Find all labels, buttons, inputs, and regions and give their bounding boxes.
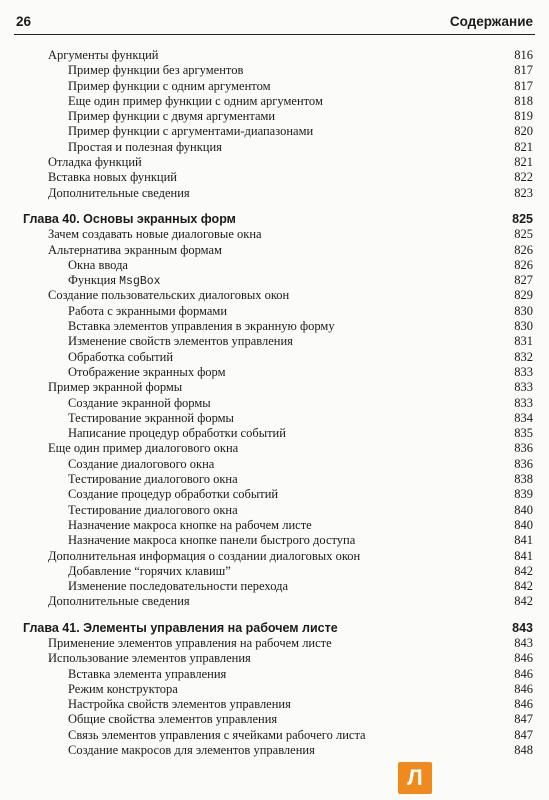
- toc-entry-text: Простая и полезная функция: [68, 139, 222, 154]
- toc-entry-text: Окна ввода: [68, 257, 128, 272]
- toc-subsection: [0, 487, 549, 502]
- toc-section: [0, 155, 549, 170]
- toc-section: [0, 170, 549, 185]
- toc-page-number: 842: [514, 563, 533, 578]
- toc-page-number: 827: [514, 273, 533, 288]
- toc-entry-title: [48, 594, 190, 609]
- toc-subsection: [0, 533, 549, 548]
- toc-entry-text: Написание процедур обработки событий: [68, 426, 286, 441]
- toc-subsection: [0, 411, 549, 426]
- toc-page-number: 817: [514, 63, 533, 78]
- toc-section: [0, 380, 549, 395]
- toc-entry-text: Работа с экранными формами: [68, 303, 228, 318]
- toc-entry-text: Аргументы функций: [48, 48, 159, 62]
- toc-subsection: [0, 667, 549, 682]
- toc-subsection: [0, 472, 549, 487]
- toc-entry-text: Зачем создавать новые диалоговые окна: [48, 227, 262, 242]
- toc-page-number: 829: [514, 288, 533, 303]
- toc-page-number: 843: [512, 620, 533, 635]
- toc-subsection: [0, 319, 549, 334]
- toc-entry-title: [68, 487, 278, 502]
- toc-entry-title: [68, 564, 231, 579]
- toc-entry-title: [68, 728, 366, 743]
- toc-entry-title: [68, 743, 315, 758]
- toc-entry-text: Изменение последовательности перехода: [68, 579, 288, 594]
- toc-entry-text: Настройка свойств элементов управления: [68, 697, 291, 712]
- toc-entry-title: [68, 258, 128, 273]
- toc-entry-text: Дополнительные сведения: [48, 594, 190, 609]
- toc-entry-title: [68, 319, 335, 334]
- page-number: 26: [16, 14, 32, 29]
- toc-entry-text: Отладка функций: [48, 155, 142, 170]
- toc-entry-title: [48, 549, 360, 564]
- toc-entry-title: [23, 621, 338, 636]
- toc-subsection: [0, 365, 549, 380]
- toc-entry-text: Пример функции без аргументов: [68, 63, 244, 78]
- toc-entry-title: [68, 457, 214, 472]
- toc-entry-title: [68, 426, 286, 441]
- toc-subsection: [0, 728, 549, 743]
- toc-entry-text: Тестирование диалогового окна: [68, 502, 238, 517]
- toc-page-number: 833: [514, 364, 533, 379]
- toc-subsection: [0, 426, 549, 441]
- toc-entry-title: [68, 304, 227, 319]
- toc-entry-title: [48, 155, 142, 170]
- toc-entry-text: Вставка элементов управления в экранную форму: [68, 319, 335, 334]
- chapter-gap: [0, 610, 549, 621]
- toc-subsection: [0, 109, 549, 124]
- toc-page-number: 836: [514, 456, 533, 471]
- toc-entry-text: Создание пользовательских диалоговых окон: [48, 288, 290, 303]
- toc-page-number: 838: [514, 472, 533, 487]
- toc-entry-text: Тестирование экранной формы: [68, 410, 234, 425]
- toc-page-number: 830: [514, 319, 533, 334]
- toc-entry-text: Использование элементов управления: [48, 651, 251, 666]
- toc-entry-title: [68, 273, 161, 289]
- toc-page-number: 820: [514, 124, 533, 139]
- toc-page-number: 825: [514, 227, 533, 242]
- toc-entry-title: [68, 697, 291, 712]
- toc-entry-text: Дополнительная информация о создании диалоговых окон: [48, 548, 361, 563]
- toc-page-number: 834: [514, 410, 533, 425]
- toc-entry-title: [68, 140, 222, 155]
- toc-subsection: [0, 697, 549, 712]
- toc-chapter: [0, 621, 549, 636]
- toc-entry-title: [48, 243, 222, 258]
- toc-entry-title: [48, 170, 177, 185]
- toc-entry-title: [48, 48, 159, 63]
- toc-subsection: [0, 503, 549, 518]
- toc-entry-title: [68, 350, 173, 365]
- toc-section: [0, 651, 549, 666]
- toc-entry-title: [48, 441, 238, 456]
- toc-entry-title: [68, 124, 313, 139]
- toc-subsection: [0, 94, 549, 109]
- toc-entry-text: Назначение макроса кнопке на рабочем листе: [68, 517, 312, 532]
- toc-section: [0, 441, 549, 456]
- toc-entry-text: Создание диалогового окна: [68, 456, 215, 471]
- toc-entry-title: [68, 682, 178, 697]
- toc-page-number: 826: [514, 242, 533, 257]
- toc-page-number: 817: [514, 78, 533, 93]
- toc-page-number: 842: [514, 594, 533, 609]
- toc-section: [0, 636, 549, 651]
- toc-entry-text: Добавление “горячих клавиш”: [68, 563, 231, 578]
- toc-entry-text: Глава 40. Основы экранных форм: [23, 211, 236, 226]
- publisher-logo-icon: Л: [398, 762, 432, 794]
- toc-section: [0, 227, 549, 242]
- toc-page-number: 848: [514, 743, 533, 758]
- toc-section: [0, 549, 549, 564]
- toc-page-number: 821: [514, 155, 533, 170]
- toc-page-number: 835: [514, 426, 533, 441]
- toc-entry-text: Назначение макроса кнопке панели быстрого доступа: [68, 533, 356, 548]
- toc-entry-text: Функция: [68, 273, 120, 288]
- toc-page-number: 833: [514, 380, 533, 395]
- toc-page-number: 842: [514, 579, 533, 594]
- toc-entry-text: Отображение экранных форм: [68, 364, 226, 379]
- toc-page-number: 846: [514, 697, 533, 712]
- toc-entry-title: [68, 94, 323, 109]
- toc-subsection: [0, 457, 549, 472]
- toc-entry-text: Альтернатива экранным формам: [48, 242, 222, 257]
- toc-subsection: [0, 79, 549, 94]
- toc-entry-text: Пример экранной формы: [48, 380, 183, 395]
- toc-page-number: 819: [514, 109, 533, 124]
- toc-entry-title: [68, 63, 243, 78]
- toc-subsection: [0, 579, 549, 594]
- toc-page-number: 840: [514, 502, 533, 517]
- toc-subsection: [0, 712, 549, 727]
- toc-entry-title: [68, 518, 312, 533]
- toc-entry-text: Обработка событий: [68, 349, 174, 364]
- toc-subsection: [0, 334, 549, 349]
- toc-section: [0, 243, 549, 258]
- toc-entry-title: [68, 365, 226, 380]
- toc-section: [0, 288, 549, 303]
- toc-section: [0, 186, 549, 201]
- toc-subsection: [0, 304, 549, 319]
- toc-entry-text: Еще один пример функции с одним аргументом: [68, 93, 323, 108]
- toc-entry-text: Пример функции с аргументами-диапазонами: [68, 124, 314, 139]
- toc-entry-title: [68, 411, 234, 426]
- toc-entry-title: [48, 651, 251, 666]
- toc-entry-title: [68, 503, 238, 518]
- toc-entry-text: Дополнительные сведения: [48, 185, 190, 200]
- toc-page-number: 847: [514, 727, 533, 742]
- toc-page-number: 822: [514, 170, 533, 185]
- toc-page-number: 846: [514, 666, 533, 681]
- toc-entry-title: [68, 109, 275, 124]
- toc-entry-text: Применение элементов управления на рабочем листе: [48, 635, 332, 650]
- toc-subsection: [0, 743, 549, 758]
- toc-page-number: 840: [514, 517, 533, 532]
- toc-subsection: [0, 273, 549, 288]
- toc-subsection: [0, 350, 549, 365]
- toc-page-number: 831: [514, 334, 533, 349]
- toc-subsection: [0, 258, 549, 273]
- toc-entry-code: MsgBox: [119, 275, 161, 289]
- toc-entry-title: [68, 334, 293, 349]
- toc-entry-text: Еще один пример диалогового окна: [48, 441, 239, 456]
- toc-page-number: 825: [512, 211, 533, 226]
- toc-entry-text: Пример функции с двумя аргументами: [68, 109, 276, 124]
- toc-page-number: 832: [514, 349, 533, 364]
- toc-subsection: [0, 682, 549, 697]
- toc-entry-text: Создание экранной формы: [68, 395, 211, 410]
- toc-entry-title: [68, 667, 226, 682]
- toc-entry-text: Пример функции с одним аргументом: [68, 78, 271, 93]
- toc-subsection: [0, 63, 549, 78]
- toc-entry-title: [48, 380, 182, 395]
- toc-section: [0, 48, 549, 63]
- toc-entry-text: Тестирование диалогового окна: [68, 472, 238, 487]
- toc-chapter: [0, 212, 549, 227]
- toc-entry-title: [48, 186, 190, 201]
- toc-entry-text: Вставка новых функций: [48, 170, 177, 185]
- toc-entry-title: [48, 636, 332, 651]
- toc-page-number: 843: [514, 635, 533, 650]
- chapter-gap: [0, 201, 549, 212]
- toc-entry-title: [68, 396, 211, 411]
- toc-entry-text: Режим конструктора: [68, 681, 178, 696]
- toc-entry-text: Создание макросов для элементов управления: [68, 743, 315, 758]
- toc-entry-title: [68, 79, 271, 94]
- toc-page-number: 846: [514, 651, 533, 666]
- toc-subsection: [0, 140, 549, 155]
- toc-entry-title: [23, 212, 236, 227]
- toc-page-number: 833: [514, 395, 533, 410]
- toc-page-number: 847: [514, 712, 533, 727]
- toc-section: [0, 594, 549, 609]
- toc-entry-text: Изменение свойств элементов управления: [68, 334, 293, 349]
- toc-subsection: [0, 564, 549, 579]
- table-of-contents: [0, 48, 549, 758]
- toc-entry-title: [68, 472, 238, 487]
- toc-subsection: [0, 396, 549, 411]
- toc-page-number: 816: [514, 48, 533, 62]
- toc-subsection: [0, 124, 549, 139]
- page-header: [14, 8, 535, 35]
- toc-page-number: 836: [514, 441, 533, 456]
- toc-entry-text: Общие свойства элементов управления: [68, 712, 278, 727]
- toc-entry-title: [48, 227, 262, 242]
- toc-page-number: 830: [514, 303, 533, 318]
- toc-entry-text: Связь элементов управления с ячейками рабочего листа: [68, 727, 366, 742]
- toc-entry-text: Вставка элемента управления: [68, 666, 227, 681]
- toc-entry-text: Создание процедур обработки событий: [68, 487, 279, 502]
- toc-entry-title: [68, 712, 277, 727]
- toc-page-number: 846: [514, 681, 533, 696]
- running-title: Содержание: [449, 14, 533, 29]
- toc-entry-title: [48, 288, 289, 303]
- toc-page-number: 841: [514, 533, 533, 548]
- toc-page-number: 839: [514, 487, 533, 502]
- toc-page-number: 821: [514, 139, 533, 154]
- toc-subsection: [0, 518, 549, 533]
- toc-page-number: 841: [514, 548, 533, 563]
- toc-page-number: 818: [514, 93, 533, 108]
- toc-entry-title: [68, 579, 288, 594]
- toc-page-number: 823: [514, 185, 533, 200]
- toc-entry-title: [68, 533, 355, 548]
- toc-entry-text: Глава 41. Элементы управления на рабочем листе: [23, 620, 338, 635]
- toc-page-number: 826: [514, 257, 533, 272]
